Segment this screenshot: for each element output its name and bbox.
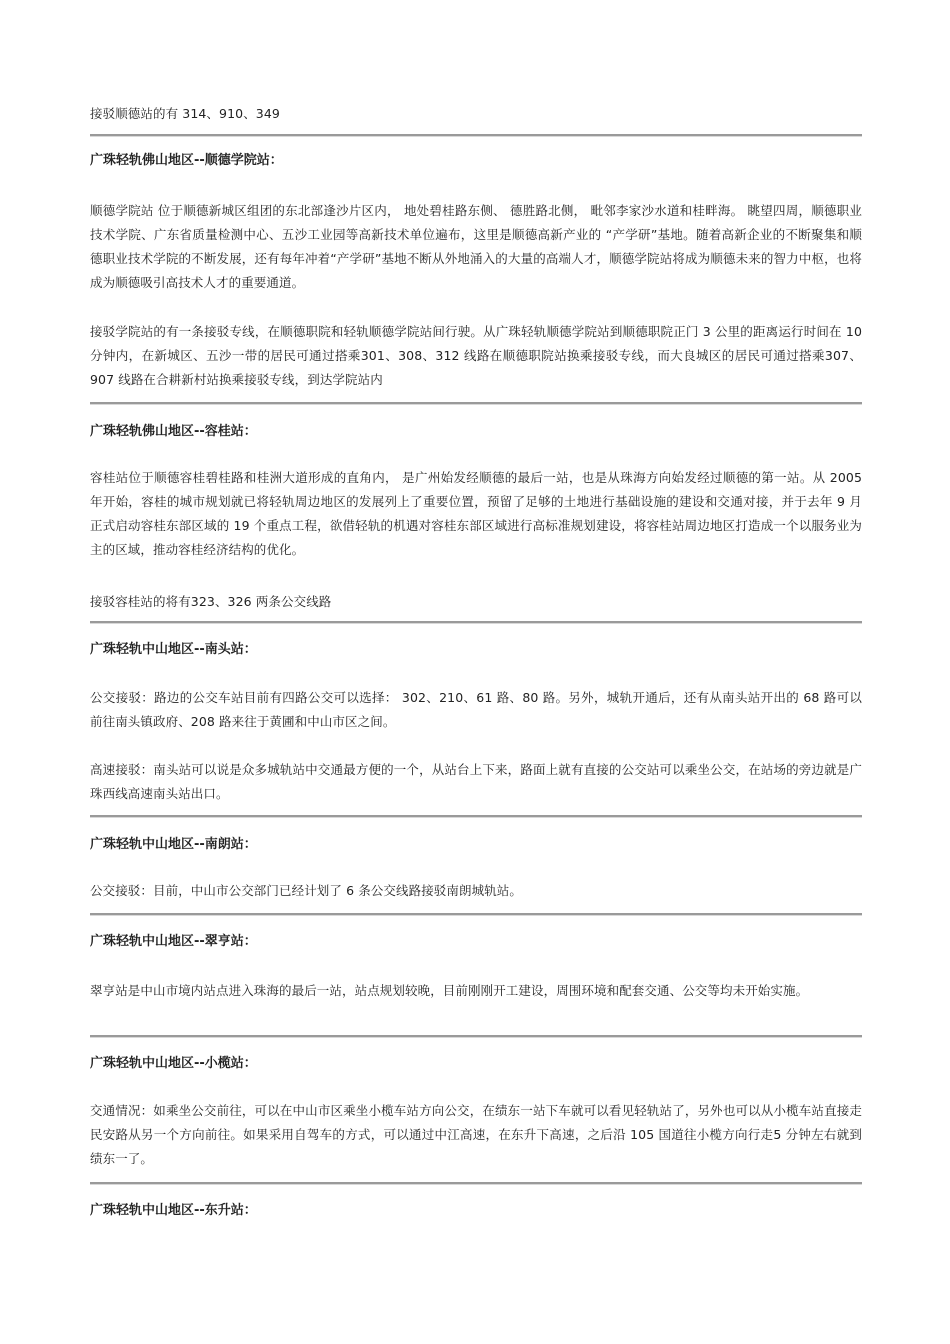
paragraph-shunde-college-intro: 顺德学院站 位于顺德新城区组团的东北部逢沙片区内， 地处碧桂路东侧、 德胜路北侧， 毗邻李家沙水道和桂畔海。 眺望四周，顺德职业技术学院、广东省质量检测中心、五沙工业园等高新技术单位遍布，这里是顺德高新产业的 “产学研”基地。随着高新企业的不断聚集和顺德职业技术学院的不断发展，还有每年冲着“产学研”基地不断从外地涌入的大量的高端人才，顺德学院站将成为顺德未来的智力中枢，也将成为顺德吸引高技术人才的重要通道。	[90, 203, 862, 290]
paragraph-nantou-bus: 公交接驳：路边的公交车站目前有四路公交可以选择： 302、210、61 路、80 路。另外，城轨开通后，还有从南头站开出的 68 路可以前往南头镇政府、208 路来往于黄圃和中山市区之间。	[90, 690, 862, 729]
heading-ronggui-station: 广珠轻轨佛山地区--容桂站：	[90, 424, 257, 439]
divider	[90, 1182, 862, 1185]
heading-nanlang-station: 广珠轻轨中山地区--南朗站：	[90, 837, 257, 852]
divider	[90, 402, 862, 405]
paragraph-nantou-highway: 高速接驳：南头站可以说是众多城轨站中交通最方便的一个，从站台上下来，路面上就有直接的公交站可以乘坐公交，在站场的旁边就是广珠西线高速南头站出口。	[90, 762, 862, 801]
heading-dongsheng-station: 广珠轻轨中山地区--东升站：	[90, 1203, 257, 1218]
paragraph-shunde-station-buses: 接驳顺德站的有 314、910、349	[90, 106, 280, 121]
heading-xiaolan-station: 广珠轻轨中山地区--小榄站：	[90, 1056, 257, 1071]
divider	[90, 621, 862, 624]
heading-cuiheng-station: 广珠轻轨中山地区--翠亨站：	[90, 934, 257, 949]
heading-nantou-station: 广珠轻轨中山地区--南头站：	[90, 642, 257, 657]
paragraph-ronggui-intro: 容桂站位于顺德容桂碧桂路和桂洲大道形成的直角内， 是广州始发经顺德的最后一站，也是从珠海方向始发经过顺德的第一站。从 2005 年开始，容桂的城市规划就已将轻轨周边地区的发展列上了重要位置，预留了足够的土地进行基础设施的建设和交通对接，并于去年 9 月正式启动容桂东部区域的 19 个重点工程，欲借轻轨的机遇对容桂东部区域进行高标准规划建设，将容桂站周边地区打造成一个以服务业为主的区域，推动容桂经济结构的优化。	[90, 470, 862, 557]
divider	[90, 1035, 862, 1038]
heading-shunde-college-station: 广珠轻轨佛山地区--顺德学院站：	[90, 153, 283, 168]
paragraph-xiaolan-traffic: 交通情况：如乘坐公交前往，可以在中山市区乘坐小榄车站方向公交，在绩东一站下车就可以看见轻轨站了，另外也可以从小榄车站直接走民安路从另一个方向前往。如果采用自驾车的方式，可以通过中江高速，在东升下高速，之后沿 105 国道往小榄方向行走5 分钟左右就到绩东一了。	[90, 1103, 862, 1166]
paragraph-shunde-college-shuttle: 接驳学院站的有一条接驳专线，在顺德职院和轻轨顺德学院站间行驶。从广珠轻轨顺德学院站到顺德职院正门 3 公里的距离运行时间在 10 分钟内，在新城区、五沙一带的居民可通过搭乘301、308、312 线路在顺德职院站换乘接驳专线，而大良城区的居民可通过搭乘307、907 线路在合耕新村站换乘接驳专线，到达学院站内	[90, 324, 862, 387]
divider	[90, 815, 862, 818]
paragraph-nanlang-bus: 公交接驳：目前，中山市公交部门已经计划了 6 条公交线路接驳南朗城轨站。	[90, 883, 523, 898]
paragraph-cuiheng-intro: 翠亨站是中山市境内站点进入珠海的最后一站，站点规划较晚，目前刚刚开工建设，周围环境和配套交通、公交等均未开始实施。	[90, 983, 809, 998]
divider	[90, 913, 862, 916]
divider	[90, 134, 862, 137]
paragraph-ronggui-buses: 接驳容桂站的将有323、326 两条公交线路	[90, 594, 332, 609]
